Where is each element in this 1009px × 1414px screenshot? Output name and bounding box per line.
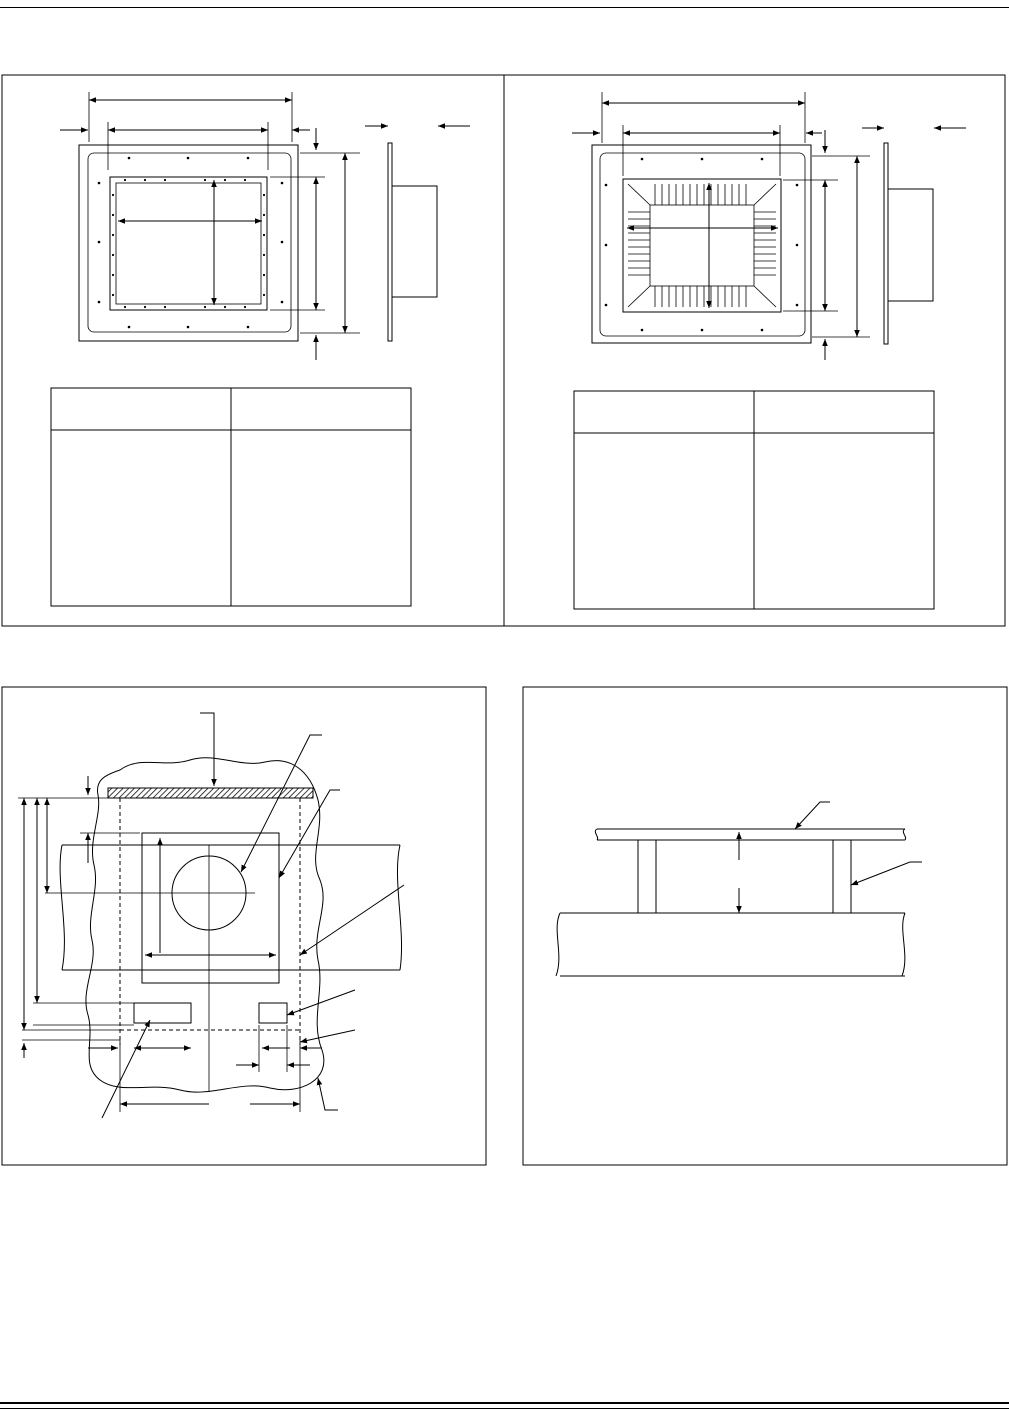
top-panel-frame (2, 75, 1005, 626)
figure-bottom-right (523, 687, 1007, 1165)
figure-bottom-left (2, 687, 486, 1165)
figure-top-left (51, 92, 470, 606)
figure-top-right (572, 92, 966, 609)
